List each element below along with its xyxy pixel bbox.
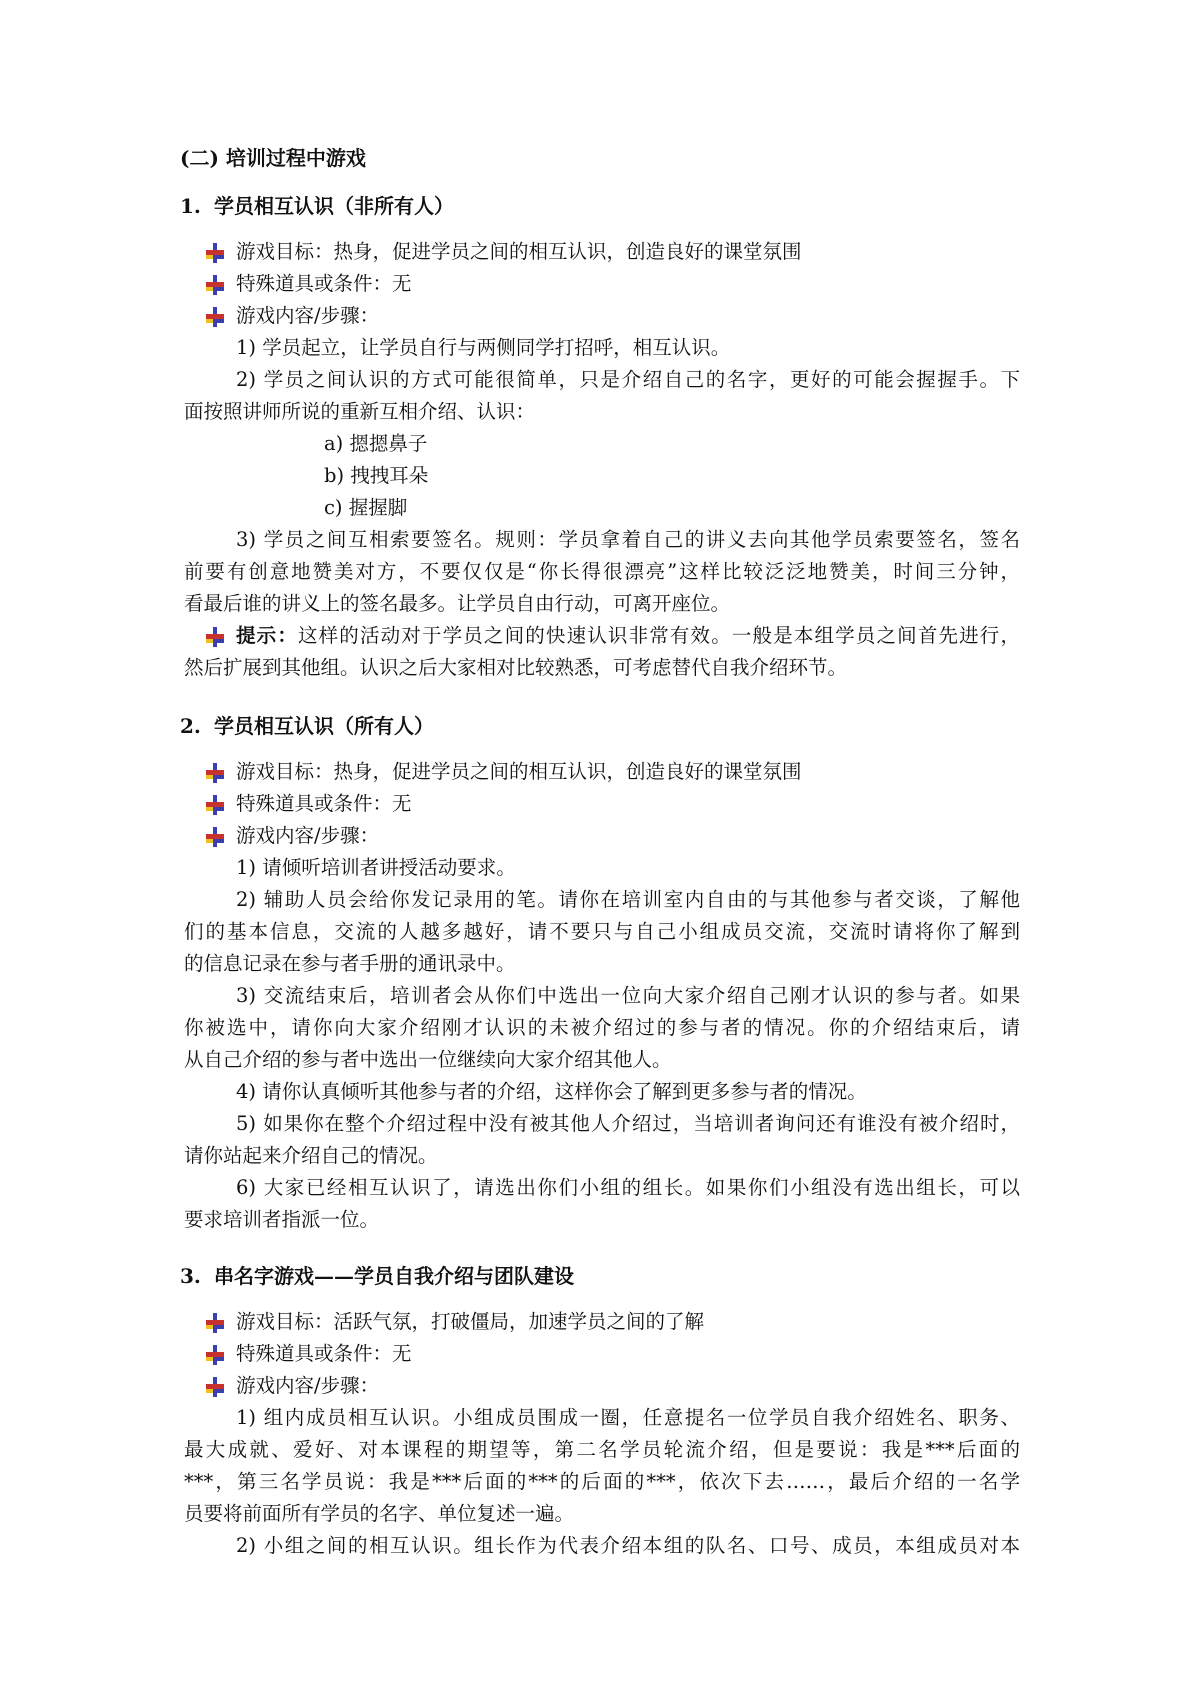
step-line: 3) 学员之间互相索要签名。规则：学员拿着自己的讲义去向其他学员索要签名，签名 [236,528,1020,551]
step-line: 面按照讲师所说的重新互相介绍、认识： [184,400,536,423]
step-subitem: c) 握握脚 [324,496,408,519]
bullet-flag-icon [204,1312,226,1334]
bullet-flag-icon [204,762,226,784]
game-props: 特殊道具或条件：无 [236,1342,412,1365]
game-title: 学员相互认识（非所有人） [214,194,454,218]
game-heading [180,712,434,740]
game-props: 特殊道具或条件：无 [236,272,412,295]
section-title: (二) 培训过程中游戏 [180,146,366,170]
bullet-flag-icon [204,826,226,848]
game-number: 2. [180,714,201,738]
step-line: 1) 学员起立，让学员自行与两侧同学打招呼，相互认识。 [236,336,731,359]
game-goal: 游戏目标：热身，促进学员之间的相互认识，创造良好的课堂氛围 [236,760,802,783]
step-line: 6) 大家已经相互认识了，请选出你们小组的组长。如果你们小组没有选出组长，可以 [236,1176,1020,1199]
bullet-flag-icon [204,306,226,328]
game-number: 1. [180,194,201,218]
tip-line: 然后扩展到其他组。认识之后大家相对比较熟悉，可考虑替代自我介绍环节。 [184,656,848,679]
game-heading [180,192,454,220]
step-line: 1) 组内成员相互认识。小组成员围成一圈，任意提名一位学员自我介绍姓名、职务、 [236,1406,1020,1429]
game-steps-label: 游戏内容/步骤： [236,824,380,847]
tip-label: 提示： [236,624,298,647]
game-goal: 游戏目标：热身，促进学员之间的相互认识，创造良好的课堂氛围 [236,240,802,263]
tip-text: 这样的活动对于学员之间的快速认识非常有效。一般是本组学员之间首先进行， [297,624,1020,647]
game-props: 特殊道具或条件：无 [236,792,412,815]
bullet-flag-icon [204,242,226,264]
step-line: 4) 请你认真倾听其他参与者的介绍，这样你会了解到更多参与者的情况。 [236,1080,867,1103]
step-line: 2) 学员之间认识的方式可能很简单，只是介绍自己的名字，更好的可能会握握手。下 [236,368,1020,391]
step-line: 从自己介绍的参与者中选出一位继续向大家介绍其他人。 [184,1048,672,1071]
step-line: 员要将前面所有学员的名字、单位复述一遍。 [184,1502,575,1525]
step-line: 前要有创意地赞美对方，不要仅仅是“你长得很漂亮”这样比较泛泛地赞美，时间三分钟， [184,560,1020,583]
step-line: 2) 辅助人员会给你发记录用的笔。请你在培训室内自由的与其他参与者交谈，了解他 [236,888,1020,911]
tip-line [236,622,1020,650]
step-line: 1) 请倾听培训者讲授活动要求。 [236,856,516,879]
step-line: 看最后谁的讲义上的签名最多。让学员自由行动，可离开座位。 [184,592,731,615]
bullet-flag-icon [204,1344,226,1366]
game-title: 学员相互认识（所有人） [214,714,434,738]
step-line: 的信息记录在参与者手册的通讯录中。 [184,952,516,975]
bullet-flag-icon [204,626,226,648]
game-steps-label: 游戏内容/步骤： [236,304,380,327]
step-line: 5) 如果你在整个介绍过程中没有被其他人介绍过，当培训者询问还有谁没有被介绍时， [236,1112,1020,1135]
step-line: 请你站起来介绍自己的情况。 [184,1144,438,1167]
game-goal: 游戏目标：活跃气氛，打破僵局，加速学员之间的了解 [236,1310,705,1333]
step-subitem: a) 摁摁鼻子 [324,432,428,455]
game-title: 串名字游戏——学员自我介绍与团队建设 [214,1264,574,1288]
game-number: 3. [180,1264,201,1288]
bullet-flag-icon [204,1376,226,1398]
step-line: 们的基本信息，交流的人越多越好，请不要只与自己小组成员交流，交流时请将你了解到 [184,920,1020,943]
step-line: 最大成就、爱好、对本课程的期望等，第二名学员轮流介绍，但是要说：我是***后面的 [184,1438,1020,1461]
bullet-flag-icon [204,794,226,816]
step-line: 3) 交流结束后，培训者会从你们中选出一位向大家介绍自己刚才认识的参与者。如果 [236,984,1020,1007]
game-heading [180,1262,574,1290]
step-line: 要求培训者指派一位。 [184,1208,380,1231]
game-steps-label: 游戏内容/步骤： [236,1374,380,1397]
step-line: 2) 小组之间的相互认识。组长作为代表介绍本组的队名、口号、成员，本组成员对本 [236,1534,1020,1557]
step-line: 你被选中，请你向大家介绍刚才认识的未被介绍过的参与者的情况。你的介绍结束后，请 [184,1016,1020,1039]
step-subitem: b) 拽拽耳朵 [324,464,429,487]
step-line: ***，第三名学员说：我是***后面的***的后面的***，依次下去……，最后介绍的一名学 [184,1470,1020,1493]
bullet-flag-icon [204,274,226,296]
